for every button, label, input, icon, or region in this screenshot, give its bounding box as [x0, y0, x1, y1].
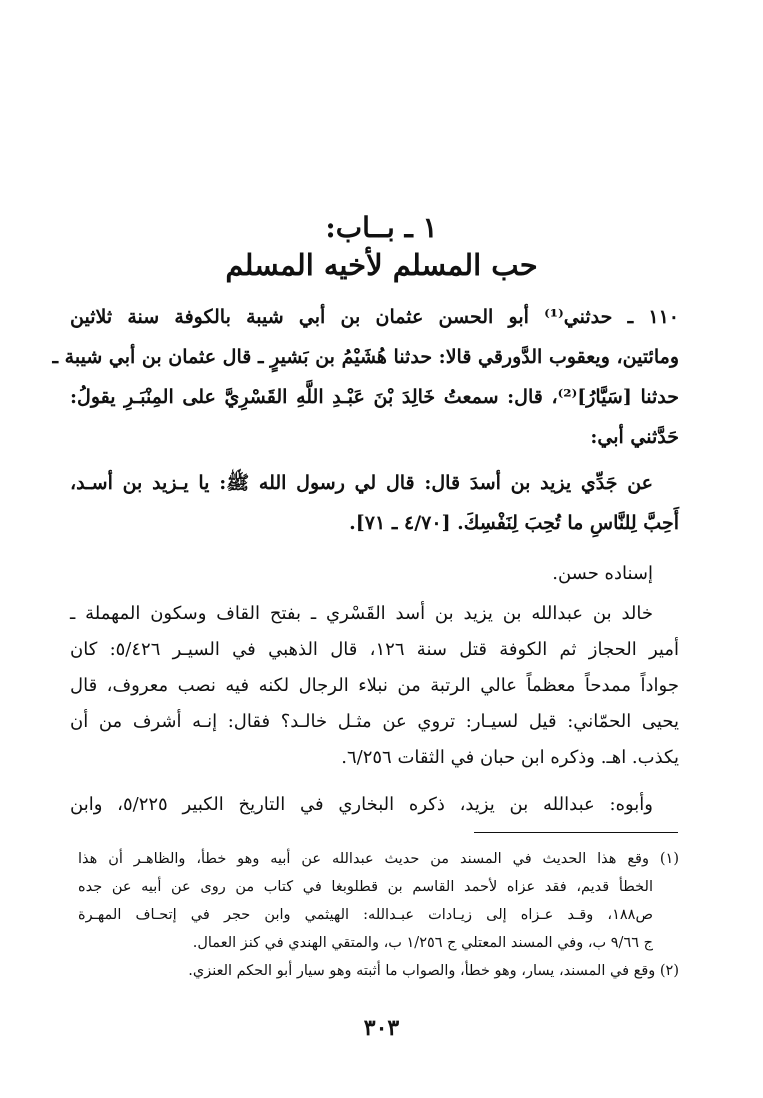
footnote-line: (١) وقع هذا الحديث في المسند من حديث عبدالله عن أبيه وهو خطأ، والظاهـر أن هذا	[78, 851, 679, 867]
commentary-line: جواداً ممدحاً معظماً عالي الرتبة من نبلاء الرجال لكنه فيه نصب معروف، قال	[70, 675, 679, 696]
footnote-line: ج ٩/٦٦ ب، وفي المسند المعتلي ج ١/٢٥٦ ب، والمتقي الهندي في كنز العمال.	[192, 935, 653, 951]
commentary-line: وأبوه: عبدالله بن يزيد، ذكره البخاري في التاريخ الكبير ٥/٢٢٥، وابن	[70, 794, 653, 815]
footnote-divider	[474, 832, 678, 833]
commentary-line: يحيى الحمّاني: قيل لسيـار: تروي عن مثـل خالـد؟ فقال: إنـه أشرف من أن	[70, 711, 679, 732]
matn-line: أَحِبَّ لِلنَّاسِ ما تُحِبَ لِنَفْسِكَ. [٤/٧٠ ـ ٧١].	[349, 512, 679, 534]
hadith-line: ١١٠ ـ حدثني⁽¹⁾ أبو الحسن عثمان بن أبي شيبة بالكوفة سنة ثلاثين	[70, 306, 679, 328]
page-number: ٣٠٣	[363, 1015, 400, 1041]
hadith-line: حَدَّثني أبي:	[590, 426, 679, 448]
hadith-line: حدثنا [سَيَّارُ]⁽²⁾، قال: سمعتُ خَالِدَ بْنَ عَبْـدِ اللَّهِ القَسْرِيَّ على المِنْبَـرِ يقولُ:	[70, 386, 679, 408]
chapter-heading: ١ ـ بــاب:	[325, 211, 438, 244]
isnad-grade: إسناده حسن.	[552, 563, 653, 584]
commentary-line: أمير الحجاز ثم الكوفة قتل سنة ١٢٦، قال الذهبي في السيـر ٥/٤٢٦: كان	[70, 639, 679, 660]
footnote-line: الخطأ قديم، فقد عزاه لأحمد القاسم بن قطلوبغا في كتاب من روى عن أبيه عن جده	[78, 879, 653, 895]
footnote-line: (٢) وقع في المسند، يسار، وهو خطأ، والصواب ما أثبته وهو سيار أبو الحكم العنزي.	[188, 963, 679, 979]
footnote-line: ص١٨٨، وقـد عـزاه إلى زيـادات عبـدالله: الهيثمي وابن حجر في إتحـاف المهـرة	[78, 907, 653, 923]
chapter-title: حب المسلم لأخيه المسلم	[225, 248, 538, 282]
commentary-line: خالد بن عبدالله بن يزيد بن أسد القَسْري ـ بفتح القاف وسكون المهملة ـ	[70, 603, 653, 624]
hadith-line: ومائتين، ويعقوب الدَّورقي قالا: حدثنا هُشَيْمُ بن بَشيرٍ ـ قال عثمان بن أبي شيبة ـ	[52, 346, 679, 368]
commentary-line: يكذب. اهـ. وذكره ابن حبان في الثقات ٦/٢٥٦.	[341, 747, 679, 768]
matn-line: عن جَدِّي يزيد بن أسدَ قال: قال لي رسول الله ﷺ: يا يـزيد بن أسـد،	[70, 472, 653, 494]
